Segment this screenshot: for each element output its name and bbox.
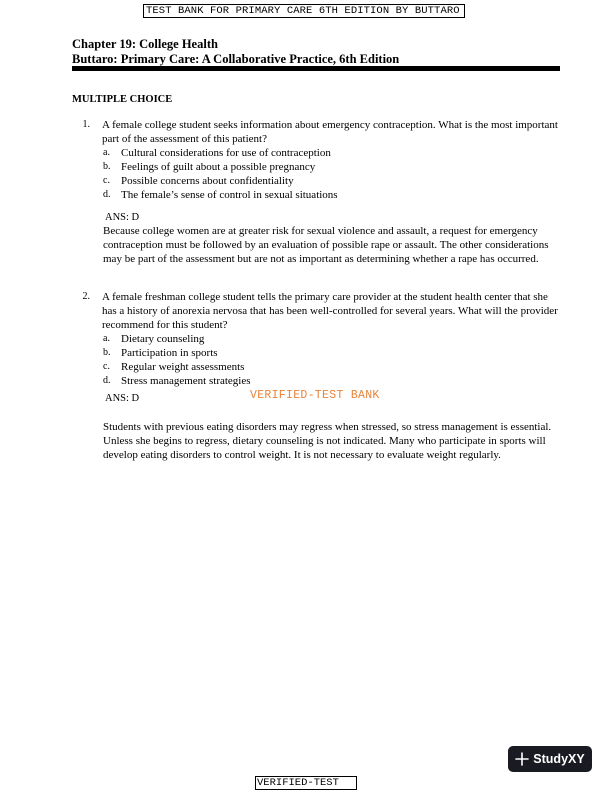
section-heading: MULTIPLE CHOICE bbox=[72, 94, 173, 105]
option-b: b. Feelings of guilt about a possible pregnancy bbox=[103, 161, 316, 173]
footer-banner: VERIFIED-TEST bbox=[255, 776, 357, 790]
header-banner: TEST BANK FOR PRIMARY CARE 6TH EDITION BY BUTTARO bbox=[143, 4, 465, 18]
answer-key: ANS: D bbox=[105, 212, 140, 223]
question-1 bbox=[72, 118, 562, 266]
watermark-text: VERIFIED-TEST BANK bbox=[250, 389, 380, 402]
question-2 bbox=[72, 290, 562, 462]
plus-icon bbox=[515, 752, 529, 766]
badge-label: StudyXY bbox=[533, 752, 585, 766]
option-a: a. Cultural considerations for use of contraception bbox=[103, 147, 331, 159]
answer-key: ANS: D bbox=[105, 393, 140, 404]
studyxy-badge[interactable] bbox=[508, 746, 592, 772]
options-list bbox=[72, 146, 562, 202]
option-b: b. Participation in sports bbox=[103, 347, 218, 359]
book-title: Buttaro: Primary Care: A Collaborative Practice, 6th Edition bbox=[72, 52, 400, 66]
title-divider bbox=[72, 66, 560, 71]
option-a: a. Dietary counseling bbox=[103, 333, 205, 345]
chapter-title: Chapter 19: College Health bbox=[72, 37, 218, 51]
option-c: c. Possible concerns about confidentiality bbox=[103, 175, 294, 187]
question-stem: A female freshman college student tells the primary care provider at the student health center that she has a history of anorexia nervosa that has been well-controlled for several years. What will the provider recommend for this student? bbox=[102, 291, 558, 331]
rationale: Because college women are at greater risk for sexual violence and assault, a request for emergency contraception must be followed by an evaluation of possible rape or assault. The other considerations may be part of the assessment but are not as important as determining whether a rape has occurred. bbox=[103, 225, 549, 265]
question-number: 1. bbox=[82, 119, 90, 130]
options-list bbox=[72, 332, 562, 388]
option-d: d. The female’s sense of control in sexual situations bbox=[103, 189, 338, 201]
question-number: 2. bbox=[82, 291, 90, 302]
option-c: c. Regular weight assessments bbox=[103, 361, 245, 373]
option-d: d. Stress management strategies bbox=[103, 375, 251, 387]
question-stem: A female college student seeks information about emergency contraception. What is the most important part of the assessment of this patient? bbox=[102, 119, 558, 145]
rationale: Students with previous eating disorders may regress when stressed, so stress management is essential. Unless she begins to regress, dietary counseling is not indicated. Many who participate in sports will develop eating disorders to control weight. It is not necessary to evaluate weight regularly. bbox=[103, 421, 552, 461]
